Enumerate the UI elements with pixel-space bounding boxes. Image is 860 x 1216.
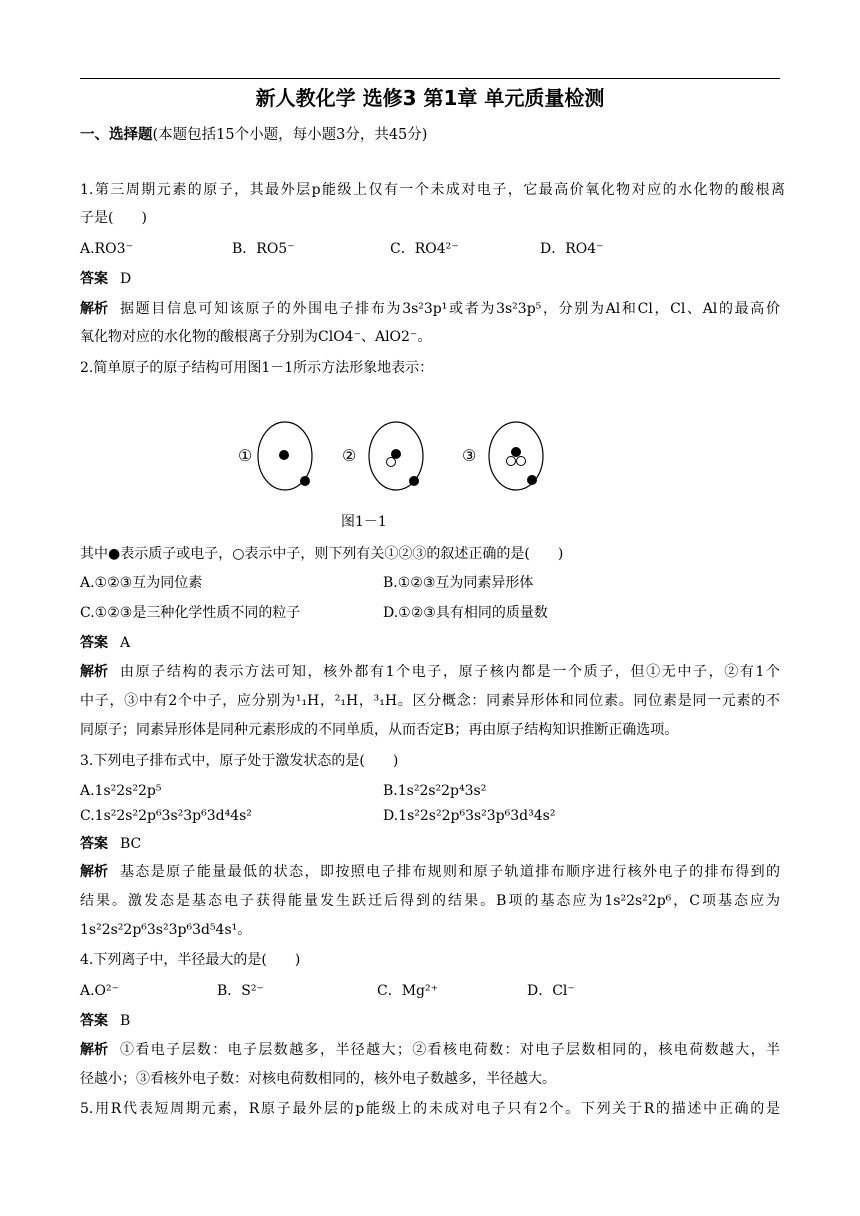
q3-analysis-line3: 1s²2s²2p⁶3s²3p⁶3d⁵4s¹。 (80, 922, 252, 938)
q1-option-d: D．RO4⁻ (540, 241, 604, 257)
q2-analysis-line3: 同原子；同素异形体是同种元素形成的不同单质，从而否定B；再由原子结构知识推断正确选项。 (80, 722, 679, 738)
analysis-label: 解析 (80, 664, 108, 680)
atom-3-electron (527, 475, 537, 485)
atom-structure-figure (230, 400, 560, 500)
q3-option-d: D.1s²2s²2p⁶3s²3p⁶3d³4s² (383, 808, 556, 824)
atom-2-proton (391, 449, 401, 459)
q1-option-b: B．RO5⁻ (232, 241, 295, 257)
q2-option-a: A.①②③互为同位素 (80, 575, 203, 591)
atom-1-electron (300, 476, 310, 486)
q2-option-b: B.①②③互为同素异形体 (383, 575, 534, 591)
section-note: (本题包括15个小题，每小题3分，共45分) (152, 127, 428, 143)
figure-label-2: ② (342, 446, 357, 465)
q2-analysis-line1: 由原子结构的表示方法可知，核外都有1个电子，原子核内都是一个质子，但①无中子，②有1个 (120, 664, 780, 680)
q2-analysis-line2: 中子，③中有2个中子，应分别为¹₁H，²₁H，³₁H。区分概念：同素异形体和同位素。同位素是同一元素的不 (80, 693, 780, 709)
q4-option-c: C．Mg²⁺ (377, 983, 439, 999)
q1-analysis-line1: 据题目信息可知该原子的外围电子排布为3s²3p¹或者为3s²3p⁵，分别为Al和Cl，Cl、Al的最高价 (120, 301, 780, 317)
q4-option-d: D．Cl⁻ (527, 983, 575, 999)
q2-answer: A (120, 635, 131, 651)
q1-analysis-line2: 氧化物对应的水化物的酸根离子分别为ClO4⁻、AlO2⁻。 (80, 329, 432, 345)
page-title: 新人教化学 选修3 第1章 单元质量检测 (255, 86, 605, 110)
q4-answer-row (80, 1010, 785, 1032)
atom-2-neutron (387, 458, 396, 467)
q4-stem: 4.下列离子中，半径最大的是( ) (80, 952, 301, 968)
q1-analysis-line1-row (80, 298, 780, 320)
q4-option-a: A.O²⁻ (80, 983, 120, 999)
section-label: 一、选择题 (80, 127, 153, 143)
answer-label: 答案 (80, 1013, 108, 1029)
q4-analysis-line2: 径越小；③看核外电子数：对核电荷数相同的，核外电子数越多，半径越大。 (80, 1071, 556, 1087)
q1-option-a: A.RO3⁻ (80, 241, 133, 257)
q3-option-a: A.1s²2s²2p⁵ (80, 783, 162, 799)
q4-analysis-line1: ①看电子层数：电子层数越多，半径越大；②看核电荷数：对电子层数相同的，核电荷数越大，半 (120, 1042, 780, 1058)
q3-answer: BC (120, 836, 142, 852)
q3-analysis-line1: 基态是原子能量最低的状态，即按照电子排布规则和原子轨道排布顺序进行核外电子的排布得到的 (120, 864, 780, 880)
answer-label: 答案 (80, 836, 108, 852)
q1-answer-row (80, 268, 785, 290)
q1-option-c: C．RO4²⁻ (390, 241, 459, 257)
q2-option-d: D.①②③具有相同的质量数 (383, 605, 548, 621)
figure-label-3: ③ (462, 446, 477, 465)
figure-label-1: ① (238, 446, 253, 465)
figure-caption: 图1－1 (341, 514, 387, 530)
q1-answer: D (120, 271, 132, 287)
q1-stem-line1: 1.第三周期元素的原子，其最外层p能级上仅有一个未成对电子，它最高价氧化物对应的水化物的酸根离 (80, 182, 785, 198)
q2-analysis-line1-row (80, 661, 780, 683)
atom-3-neutron-2 (517, 457, 526, 466)
q4-analysis-line1-row (80, 1039, 780, 1061)
q4-option-b: B．S²⁻ (217, 983, 264, 999)
section-heading (80, 124, 427, 146)
atom-3-neutron-1 (507, 457, 516, 466)
q5-stem: 5.用R代表短周期元素，R原子最外层的p能级上的未成对电子只有2个。下列关于R的描述中正确的是 (80, 1101, 780, 1117)
q2-answer-row (80, 632, 785, 654)
analysis-label: 解析 (80, 864, 108, 880)
answer-label: 答案 (80, 271, 108, 287)
q2-stem2: 其中●表示质子或电子，○表示中子，则下列有关①②③的叙述正确的是( ) (80, 546, 564, 562)
header-rule (80, 78, 780, 79)
q3-option-b: B.1s²2s²2p⁴3s² (383, 783, 487, 799)
q2-option-c: C.①②③是三种化学性质不同的粒子 (80, 605, 301, 621)
atom-1-proton (279, 450, 289, 460)
atom-3-proton (511, 447, 521, 457)
q2-stem: 2.简单原子的原子结构可用图1－1所示方法形象地表示： (80, 360, 434, 376)
answer-label: 答案 (80, 635, 108, 651)
q3-option-c: C.1s²2s²2p⁶3s²3p⁶3d⁴4s² (80, 808, 252, 824)
q3-analysis-line1-row (80, 861, 780, 883)
q3-answer-row (80, 833, 785, 855)
q3-analysis-line2: 结果。激发态是基态电子获得能量发生跃迁后得到的结果。B项的基态应为1s²2s²2p⁶，C项基态应为 (80, 893, 780, 909)
analysis-label: 解析 (80, 1042, 108, 1058)
atom-2-electron (409, 476, 419, 486)
q1-stem-line2: 子是( ) (80, 210, 147, 226)
q4-answer: B (120, 1013, 131, 1029)
q3-stem: 3.下列电子排布式中，原子处于激发状态的是( ) (80, 753, 399, 769)
analysis-label: 解析 (80, 301, 108, 317)
